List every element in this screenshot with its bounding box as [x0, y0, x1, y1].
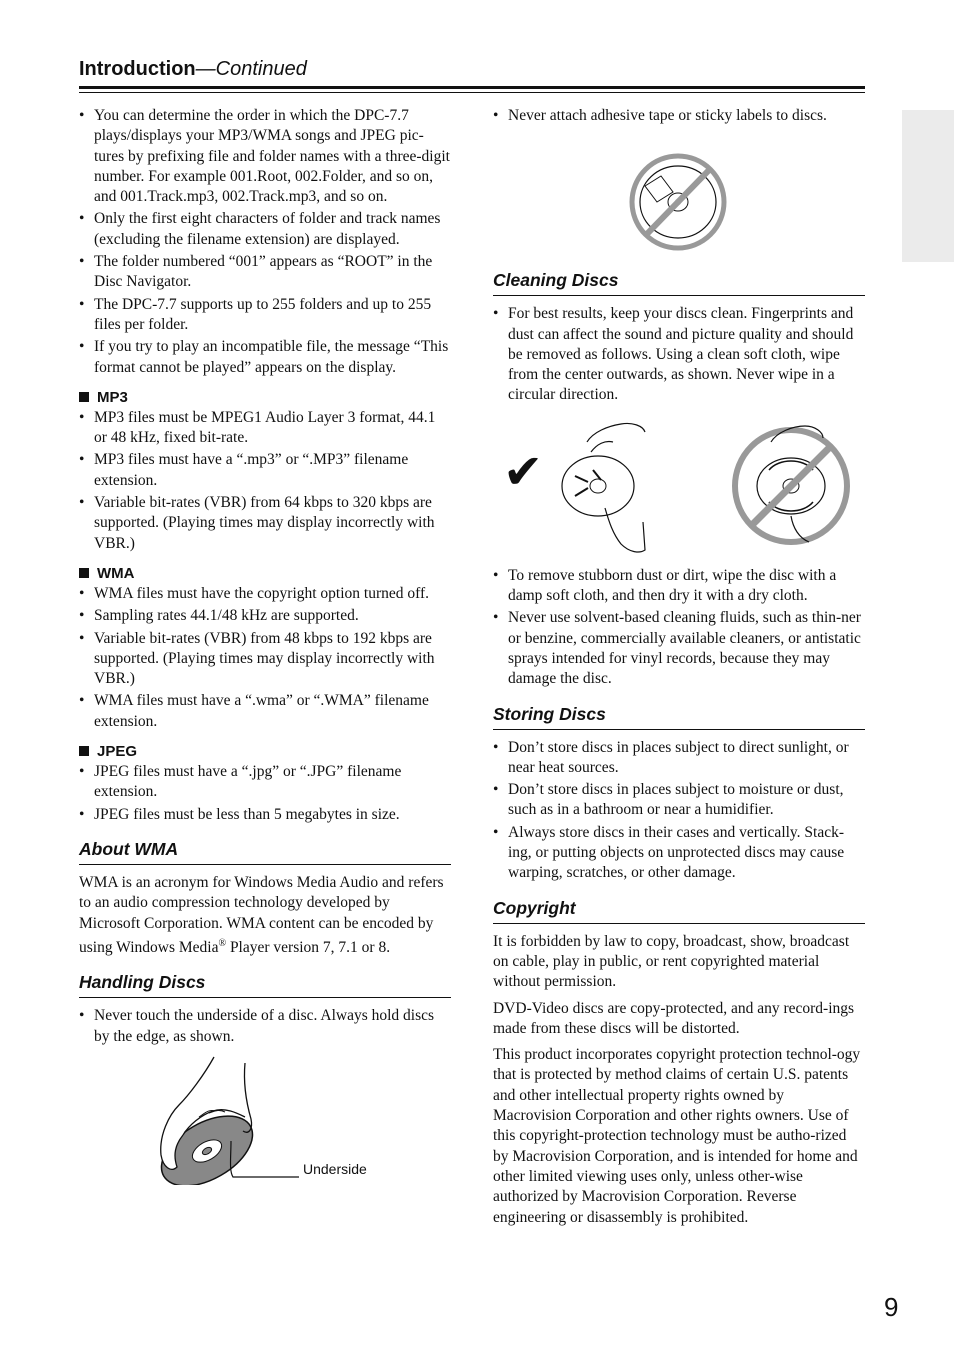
list-item: • You can determine the order in which the DPC-7.7 plays/displays your MP3/WMA songs and JPEG pic-tures by prefixing file and folder names with a three-digit number. For example 001.Root, 002.Folder, and so on, and 001.Track.mp3, 002.Track.mp3, and so on.	[79, 106, 451, 207]
underside-label: Underside	[303, 1160, 367, 1177]
jpeg-heading-text: JPEG	[97, 743, 138, 761]
list-item: • Variable bit-rates (VBR) from 64 kbps to 320 kbps are supported. (Playing times may display incorrectly with VBR.)	[79, 493, 451, 554]
header-rule-thick	[79, 86, 865, 89]
cleaning-figure	[493, 412, 865, 560]
left-column	[79, 106, 451, 1185]
side-tab	[902, 110, 954, 262]
wma-heading-text: WMA	[97, 564, 135, 582]
page-header	[79, 56, 865, 82]
right-column	[493, 106, 865, 1234]
about-wma-text: WMA is an acronym for Windows Media Audio and refers to an audio compression technology developed by Microsoft Corporation. WMA content can be encoded by using Windows Media	[79, 873, 444, 956]
square-bullet-icon	[79, 392, 89, 402]
header-rule-thin	[79, 92, 865, 93]
list-item: • JPEG files must be less than 5 megabytes in size.	[79, 805, 451, 825]
mp3-bullet-list	[79, 408, 451, 554]
page-number: 9	[884, 1292, 899, 1322]
list-item: • MP3 files must have a “.mp3” or “.MP3” filename extension.	[79, 450, 451, 491]
jpeg-bullet-list	[79, 762, 451, 825]
list-item: • Sampling rates 44.1/48 kHz are supported.	[79, 606, 451, 626]
list-item: • Variable bit-rates (VBR) from 48 kbps to 192 kbps are supported. (Playing times may display incorrectly with VBR.)	[79, 629, 451, 690]
list-item: • Never touch the underside of a disc. Always hold discs by the edge, as shown.	[79, 1006, 451, 1047]
copyright-paragraph: DVD-Video discs are copy-protected, and any record-ings made from these discs will be distorted.	[493, 999, 855, 1037]
list-item: • WMA files must have the copyright option turned off.	[79, 584, 451, 604]
about-wma-text-end: Player version 7, 7.1 or 8.	[226, 938, 391, 956]
header-title: Introduction	[79, 58, 196, 80]
list-item: • Never attach adhesive tape or sticky labels to discs.	[493, 106, 865, 126]
no-tape-figure	[493, 128, 865, 256]
copyright-paragraph: It is forbidden by law to copy, broadcast, show, broadcast on cable, play in public, or rent copyrighted material without permission.	[493, 932, 850, 991]
square-bullet-icon	[79, 568, 89, 578]
about-wma-heading: About WMA	[79, 837, 451, 865]
list-item: • Only the first eight characters of folder and track names (excluding the filename extension) are displayed.	[79, 209, 451, 250]
cleaning-discs-heading: Cleaning Discs	[493, 268, 865, 296]
list-item: • Don’t store discs in places subject to direct sunlight, or near heat sources.	[493, 738, 865, 779]
list-item: • Don’t store discs in places subject to moisture or dust, such as in a bathroom or near a humidifier.	[493, 780, 865, 821]
copyright-heading: Copyright	[493, 896, 865, 924]
list-item: • The folder numbered “001” appears as “ROOT” in the Disc Navigator.	[79, 252, 451, 293]
list-item: • Never use solvent-based cleaning fluids, such as thin-ner or benzine, commercially available cleaners, or antistatic sprays intended for vinyl records, because they may damage the disc.	[493, 608, 865, 689]
storing-bullet-list	[493, 738, 865, 884]
list-item: • The DPC-7.7 supports up to 255 folders and up to 255 files per folder.	[79, 295, 451, 336]
list-item: • Always store discs in their cases and vertically. Stack-ing, or putting objects on unprotected discs may cause warping, scratches, or other damage.	[493, 823, 865, 884]
list-item: • WMA files must have a “.wma” or “.WMA” filename extension.	[79, 691, 451, 732]
jpeg-heading	[79, 742, 451, 762]
handling-bullet-list	[79, 1006, 451, 1047]
cleaning-bullet-list-2	[493, 566, 865, 690]
cleaning-bullet-list-1	[493, 304, 865, 405]
wma-bullet-list	[79, 584, 451, 732]
correct-wipe-disc-illustration	[493, 412, 865, 560]
storing-discs-heading: Storing Discs	[493, 702, 865, 730]
intro-bullet-list	[79, 106, 451, 378]
handling-disc-figure	[79, 1055, 451, 1185]
header-continued: —Continued	[195, 58, 307, 80]
no-tape-on-disc-icon	[493, 128, 865, 256]
list-item: • To remove stubborn dust or dirt, wipe the disc with a damp soft cloth, and then dry it with a dry cloth.	[493, 566, 865, 607]
square-bullet-icon	[79, 746, 89, 756]
about-wma-paragraph	[79, 873, 451, 958]
list-item: • JPEG files must have a “.jpg” or “.JPG” filename extension.	[79, 762, 451, 803]
mp3-heading	[79, 388, 451, 408]
top-bullet-list	[493, 106, 865, 126]
check-mark-icon: ✔	[503, 443, 544, 500]
handling-discs-heading: Handling Discs	[79, 970, 451, 998]
list-item: • If you try to play an incompatible file, the message “This format cannot be played” appears on the display.	[79, 337, 451, 378]
list-item: • For best results, keep your discs clean. Fingerprints and dust can affect the sound and picture quality and should be removed as follows. Using a clean soft cloth, wipe from the center outwards, as shown. Never wipe in a circular direction.	[493, 304, 865, 405]
list-item: • MP3 files must be MPEG1 Audio Layer 3 format, 44.1 or 48 kHz, fixed bit-rate.	[79, 408, 451, 449]
registered-mark: ®	[218, 937, 227, 949]
copyright-paragraph: This product incorporates copyright protection technol-ogy that is protected by method claims of certain U.S. patents and other intellectual property rights owned by Macrovision Corporation and other rights owners. Use of this copyright-protection technology must be autho-rized by Macrovision Corporation, and is intended for home and other limited viewing uses only, unless other-wise authorized by Macrovision Corporation. Reverse engineering or disassembly is prohibited.	[493, 1046, 861, 1226]
mp3-heading-text: MP3	[97, 388, 128, 406]
wma-heading	[79, 564, 451, 584]
hand-holding-disc-illustration	[149, 1055, 449, 1185]
